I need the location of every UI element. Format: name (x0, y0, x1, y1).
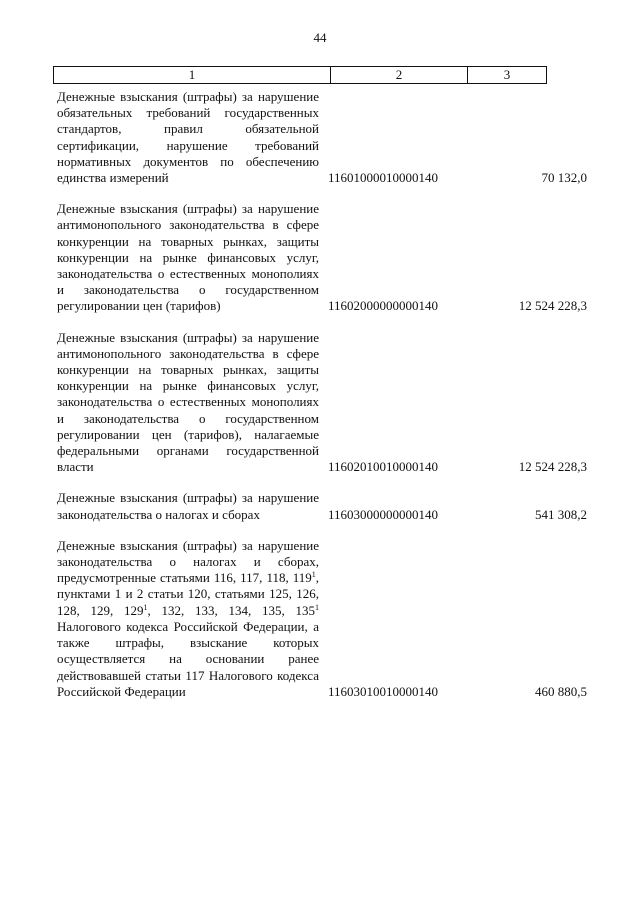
row-description: Денежные взыскания (штрафы) за нарушение антимонопольного законодательства в сфере конкуренции на товарных рынках, защиты конкуренции на рынке финансовых услуг, законодательства о естественных монополиях и законодательства о государственном регулировании цен (тарифов), налагаемые федеральными органами государственной власти (57, 329, 319, 475)
description-text: , пунктами 1 и 2 статьи 120, статьями 125, 126, 128, 129, 129 (57, 570, 319, 618)
row-amount: 12 524 228,3 (518, 459, 587, 475)
description-text: Налогового кодекса Российской Федерации, а также штрафы, взыскание которых осуществляется на основании ранее действовавшей статьи 117 Налогового кодекса Российской Федерации (57, 618, 319, 699)
row-description: Денежные взыскания (штрафы) за нарушение обязательных требований государственных стандартов, правил обязательной сертификации, нарушение требований нормативных документов по обеспечению единства измерений (57, 89, 319, 186)
row-code: 11603010010000140 (328, 683, 439, 699)
table-row (57, 89, 587, 186)
description-text: , 132, 133, 134, 135, 135 (147, 602, 315, 618)
row-amount: 460 880,5 (535, 683, 587, 699)
row-description: Денежные взыскания (штрафы) за нарушение антимонопольного законодательства в сфере конкуренции на товарных рынках, защиты конкуренции на рынке финансовых услуг, законодательства о естественных монополиях и законодательства о государственном регулировании цен (тарифов) (57, 201, 319, 314)
table-row (57, 490, 587, 522)
column-header-1: 1 (54, 67, 331, 84)
table-row (57, 330, 587, 476)
row-code: 11601000010000140 (328, 170, 439, 186)
row-amount: 12 524 228,3 (518, 298, 587, 314)
superscript: 1 (315, 602, 319, 612)
table-body (57, 89, 587, 715)
column-header-3: 3 (468, 67, 547, 84)
table-row (57, 538, 587, 700)
superscript: 1 (143, 602, 148, 612)
column-header-row (53, 66, 547, 84)
page-number: 44 (313, 30, 327, 45)
column-header-2: 2 (331, 67, 468, 84)
row-description (57, 538, 319, 700)
superscript: 1 (311, 570, 316, 580)
description-text: Денежные взыскания (штрафы) за нарушение законодательства о налогах и сборах, предусмотренные статьями 116, 117, 118, 119 (57, 537, 319, 586)
row-code: 11602000000000140 (328, 298, 439, 314)
row-amount: 541 308,2 (535, 506, 587, 522)
row-description: Денежные взыскания (штрафы) за нарушение законодательства о налогах и сборах (57, 490, 319, 522)
row-amount: 70 132,0 (541, 170, 587, 186)
table-row (57, 201, 587, 314)
row-code: 11602010010000140 (328, 459, 439, 475)
row-code: 11603000000000140 (328, 506, 439, 522)
